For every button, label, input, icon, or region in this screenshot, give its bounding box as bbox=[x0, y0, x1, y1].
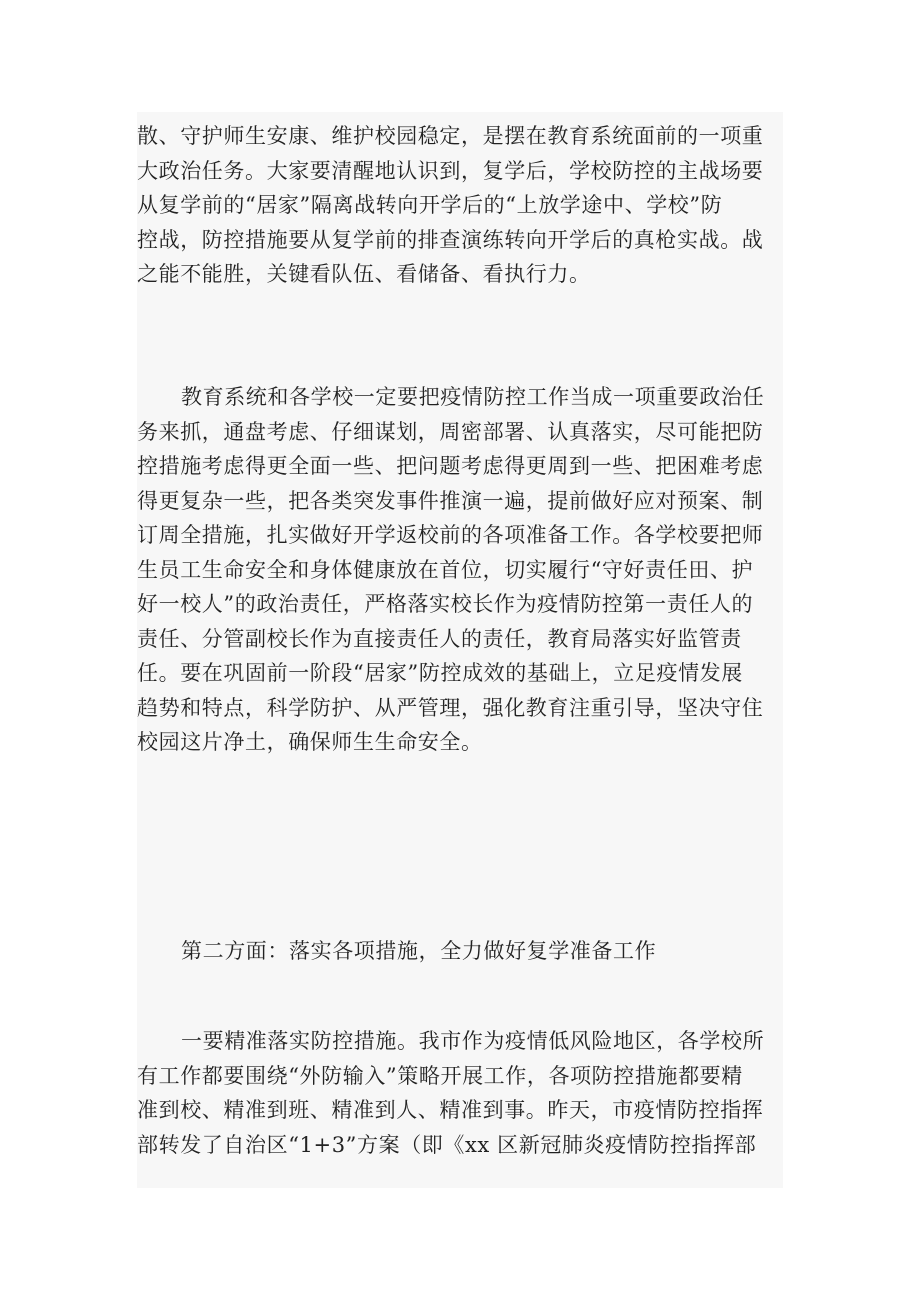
text-line: 趋势和特点，科学防护、从严管理，强化教育注重引导，坚决守住 bbox=[137, 695, 764, 720]
paragraph-1 bbox=[137, 119, 783, 292]
text-line: 好一校人”的政治责任，严格落实校长作为疫情防控第一责任人的 bbox=[137, 592, 754, 616]
text-line: 大政治任务。大家要清醒地认识到，复学后，学校防控的主战场要 bbox=[137, 158, 764, 183]
text-line: 任。要在巩固前一阶段“居家”防控成效的基础上，立足疫情发展 bbox=[137, 661, 743, 685]
text-line: 生员工生命安全和身体健康放在首位，切实履行“守好责任田、护 bbox=[137, 557, 754, 582]
text-line: 从复学前的“居家”隔离战转向开学后的“上放学途中、学校”防 bbox=[137, 193, 723, 217]
text-line: 订周全措施，扎实做好开学返校前的各项准备工作。各学校要把师 bbox=[137, 523, 764, 547]
text-line: 有工作都要围绕“外防输入”策略开展工作，各项防控措施都要精 bbox=[137, 1063, 743, 1088]
text-line: 得更复杂一些，把各类突发事件推演一遍，提前做好应对预案、制 bbox=[137, 488, 764, 513]
text-line: 之能不能胜，关键看队伍、看储备、看执行力。 bbox=[137, 262, 591, 286]
paragraph-2 bbox=[137, 380, 783, 760]
text-line: 第二方面：落实各项措施，全力做好复学准备工作 bbox=[181, 939, 657, 963]
text-line: 责任、分管副校长作为直接责任人的责任，教育局落实好监管责 bbox=[137, 626, 742, 651]
section-heading bbox=[137, 934, 783, 969]
document-body bbox=[137, 112, 783, 1188]
text-line: 务来抓，通盘考虑、仔细谋划，周密部署、认真落实，尽可能把防 bbox=[137, 419, 764, 444]
text-line: 控战，防控措施要从复学前的排查演练转向开学后的真枪实战。战 bbox=[137, 227, 764, 252]
text-line: 控措施考虑得更全面一些、把问题考虑得更周到一些、把困难考虑 bbox=[137, 454, 764, 478]
text-line: 教育系统和各学校一定要把疫情防控工作当成一项重要政治任 bbox=[181, 385, 765, 409]
text-line: 一要精准落实防控措施。我市作为疫情低风险地区，各学校所 bbox=[181, 1029, 765, 1053]
text-line: 散、守护师生安康、维护校园稳定，是摆在教育系统面前的一项重 bbox=[137, 124, 764, 148]
text-line: 部转发了自治区“1+3”方案（即《xx 区新冠肺炎疫情防控指挥部 bbox=[137, 1132, 757, 1157]
text-line: 准到校、精准到班、精准到人、精准到事。昨天，市疫情防控指挥 bbox=[137, 1098, 764, 1122]
paragraph-3 bbox=[137, 1024, 783, 1162]
text-line: 校园这片净土，确保师生生命安全。 bbox=[137, 730, 483, 754]
